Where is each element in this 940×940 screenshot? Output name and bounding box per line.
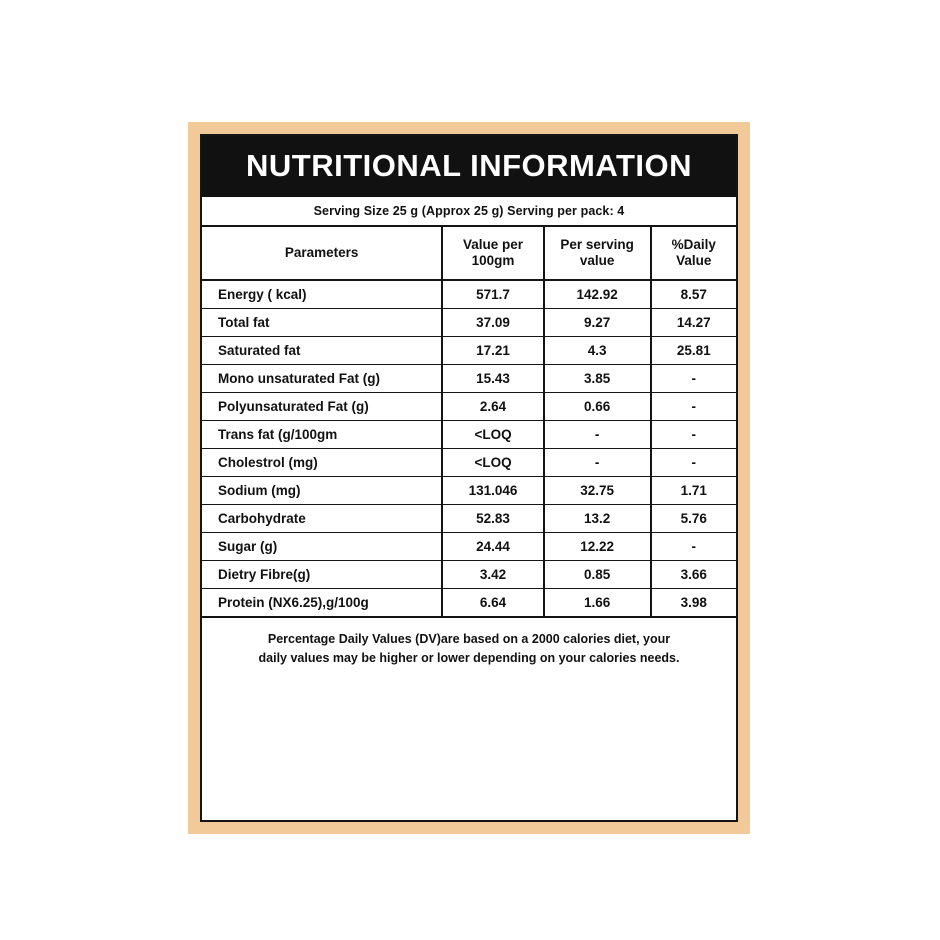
row-per-serving: 3.85	[544, 365, 651, 393]
table-row	[202, 561, 736, 589]
row-per-serving: 13.2	[544, 505, 651, 533]
row-label: Mono unsaturated Fat (g)	[202, 365, 442, 393]
row-per-100gm: 3.42	[442, 561, 543, 589]
table-row	[202, 337, 736, 365]
row-per-100gm: 131.046	[442, 477, 543, 505]
table-row	[202, 309, 736, 337]
row-per-serving: 0.66	[544, 393, 651, 421]
nutrition-label-frame	[188, 122, 750, 834]
row-per-serving: 1.66	[544, 589, 651, 618]
daily-value-footnote	[202, 618, 736, 820]
row-label: Sodium (mg)	[202, 477, 442, 505]
column-header-daily-value: %Daily Value	[651, 227, 736, 280]
row-per-100gm: 24.44	[442, 533, 543, 561]
row-per-100gm: 15.43	[442, 365, 543, 393]
row-per-serving: 142.92	[544, 280, 651, 309]
row-per-serving: 4.3	[544, 337, 651, 365]
row-per-serving: 32.75	[544, 477, 651, 505]
table-row	[202, 393, 736, 421]
table-row	[202, 449, 736, 477]
column-header-per-serving: Per serving value	[544, 227, 651, 280]
row-daily-value: -	[651, 365, 736, 393]
row-label: Sugar (g)	[202, 533, 442, 561]
table-row	[202, 421, 736, 449]
row-per-100gm: 17.21	[442, 337, 543, 365]
row-label: Protein (NX6.25),g/100g	[202, 589, 442, 618]
nutrition-table	[202, 227, 736, 618]
row-per-serving: 12.22	[544, 533, 651, 561]
row-per-100gm: 6.64	[442, 589, 543, 618]
row-label: Dietry Fibre(g)	[202, 561, 442, 589]
row-daily-value: 1.71	[651, 477, 736, 505]
row-per-100gm: 571.7	[442, 280, 543, 309]
row-label: Trans fat (g/100gm	[202, 421, 442, 449]
row-daily-value: -	[651, 421, 736, 449]
row-label: Total fat	[202, 309, 442, 337]
table-row	[202, 589, 736, 618]
column-header-parameters: Parameters	[202, 227, 442, 280]
table-header-row	[202, 227, 736, 280]
row-daily-value: -	[651, 533, 736, 561]
footnote-line-1: Percentage Daily Values (DV)are based on a 2000 calories diet, your	[267, 632, 671, 647]
row-label: Cholestrol (mg)	[202, 449, 442, 477]
column-header-per-100gm: Value per 100gm	[442, 227, 543, 280]
table-header	[202, 227, 736, 280]
row-per-100gm: 2.64	[442, 393, 543, 421]
row-per-serving: 9.27	[544, 309, 651, 337]
row-daily-value: 3.66	[651, 561, 736, 589]
row-daily-value: 25.81	[651, 337, 736, 365]
row-label: Polyunsaturated Fat (g)	[202, 393, 442, 421]
row-daily-value: 5.76	[651, 505, 736, 533]
nutrition-label	[200, 134, 738, 822]
label-title: NUTRITIONAL INFORMATION	[202, 136, 736, 197]
table-row	[202, 365, 736, 393]
row-per-serving: -	[544, 449, 651, 477]
table-row	[202, 477, 736, 505]
row-per-100gm: 37.09	[442, 309, 543, 337]
table-row	[202, 280, 736, 309]
row-per-100gm: <LOQ	[442, 421, 543, 449]
row-label: Saturated fat	[202, 337, 442, 365]
row-per-serving: -	[544, 421, 651, 449]
table-row	[202, 533, 736, 561]
row-daily-value: 8.57	[651, 280, 736, 309]
serving-size-line: Serving Size 25 g (Approx 25 g) Serving per pack: 4	[202, 197, 736, 227]
table-body	[202, 280, 736, 617]
row-daily-value: 14.27	[651, 309, 736, 337]
row-per-100gm: 52.83	[442, 505, 543, 533]
footnote-line-2: daily values may be higher or lower depending on your calories needs.	[258, 651, 680, 666]
row-per-serving: 0.85	[544, 561, 651, 589]
row-daily-value: -	[651, 449, 736, 477]
row-label: Energy ( kcal)	[202, 280, 442, 309]
row-daily-value: -	[651, 393, 736, 421]
row-label: Carbohydrate	[202, 505, 442, 533]
row-per-100gm: <LOQ	[442, 449, 543, 477]
table-row	[202, 505, 736, 533]
row-daily-value: 3.98	[651, 589, 736, 618]
